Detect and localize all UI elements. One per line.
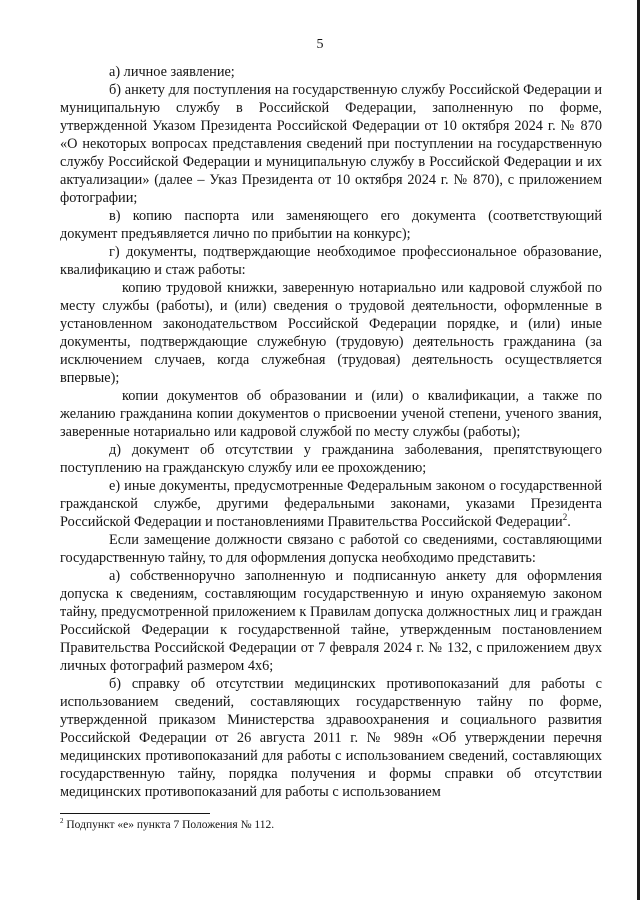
footnote (60, 818, 602, 832)
paragraph-passport-copy: в) копию паспорта или заменяющего его документа (соответствующий документ предъявляется лично по прибытии на конкурс); (60, 208, 602, 242)
paragraph-personal-statement: а) личное заявление; (109, 64, 235, 80)
footnote-text: Подпункт «е» пункта 7 Положения № 112. (63, 819, 275, 831)
paragraph-employment-record: копию трудовой книжки, заверенную нотариально или кадровой службой по месту службы (работы), и (или) сведения о трудовой деятельности, оформленные в установленном законодательством Российской Федерации порядке, и (или) иные документы, подтверждающие служебную (трудовую) деятельность гражданина (за исключением случаев, когда служебная (трудовая) деятельность осуществляется впервые); (60, 280, 602, 386)
paragraph-medical-contraindications: б) справку об отсутствии медицинских противопоказаний для работы с использованием сведений, составляющих государственную тайну по форме, утвержденной приказом Министерства здравоохранения и социального развития Российской Федерации от 26 августа 2011 г. № 989н «Об утверждении перечня медицинских противопоказаний для работы с использованием сведений, составляющих государственную тайну, порядка получения и формы справки об отсутствии медицинских противопоказаний для работы с использованием (60, 676, 602, 800)
paragraph-state-secret-intro: Если замещение должности связано с работой со сведениями, составляющими государственную тайну, то для оформления допуска необходимо представить: (60, 532, 602, 566)
footnote-reference: 2 (562, 512, 568, 523)
paragraph-other-documents-text: е) иные документы, предусмотренные Федеральным законом о государственной гражданской службе, другими федеральными законами, указами Президента Российской Федерации и постановлениями Правительства Российской Федерации (60, 478, 602, 530)
paragraph-education-copies: копии документов об образовании и (или) о квалификации, а также по желанию гражданина копии документов о присвоении ученой степени, ученого звания, заверенные нотариально или кадровой службой по месту службы (работы); (60, 388, 602, 440)
paragraph-clearance-questionnaire: а) собственноручно заполненную и подписанную анкету для оформления допуска к сведениям, составляющим государственную и иную охраняемую законом тайну, предусмотренной приложением к Правилам допуска должностных лиц и граждан Российской Федерации к государственной тайне, утвержденным постановлением Правительства Российской Федерации от 7 февраля 2024 г. № 132, с приложением двух личных фотографий размером 4х6; (60, 568, 602, 674)
paragraph-medical-certificate: д) документ об отсутствии у гражданина заболевания, препятствующего поступлению на гражданскую службу или ее прохождению; (60, 442, 602, 476)
document-body (60, 63, 602, 801)
footnote-marker: 2 (60, 817, 64, 826)
paragraph-education-documents: г) документы, подтверждающие необходимое профессиональное образование, квалификацию и стаж работы: (60, 244, 602, 278)
paragraph-other-documents (60, 477, 602, 531)
footnote-divider (60, 813, 210, 814)
page-number: 5 (316, 37, 324, 52)
paragraph-questionnaire: б) анкету для поступления на государственную службу Российской Федерации и муниципальную службу в Российской Федерации, заполненную по форме, утвержденной Указом Президента Российской Федерации от 10 октября 2024 г. № 870 «О некоторых вопросах представления сведений при поступлении на государственную службу Российской Федерации и муниципальную службу в Российской Федерации и их актуализации» (далее – Указ Президента от 10 октября 2024 г. № 870), с приложением фотографии; (60, 82, 602, 206)
footnote-reference-period: . (567, 514, 571, 530)
